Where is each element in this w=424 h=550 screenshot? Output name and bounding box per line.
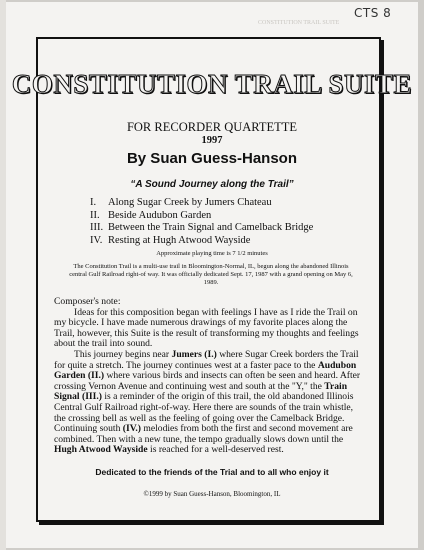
composer-notes (54, 297, 364, 456)
dedication: Dedicated to the friends of the Trial and to all who enjoy it (95, 467, 329, 477)
movement-list (90, 197, 313, 247)
trail-intro: The Constitution Trail is a multi-use trail in Bloomington-Normal, IL, begun along the abandoned Illinois central Gulf Railroad right-of way. It was officially dedicated Sept. 17, 1987 with a grand opening on May 6, 1989. (69, 263, 353, 286)
text-run: is a reminder of the origin of this trail, the old abandoned Illinois Central Gulf Railroad right-of-way. Here there are sounds of the train whistle, the crossing bell as well as the feeling of going over the Camelback Bridge. Continuing south (54, 391, 354, 435)
subtitle-instrumentation: FOR RECORDER QUARTETTE (126, 120, 298, 134)
list-item (90, 210, 313, 223)
movement-title: Resting at Hugh Atwood Wayside (108, 234, 251, 246)
movement-number: I. (90, 197, 97, 208)
place-jumers: Jumers (I.) (171, 348, 217, 360)
copyright: ©1999 by Suan Guess-Hanson, Bloomington, IL (143, 490, 281, 498)
text-run: This journey begins near (74, 348, 172, 360)
tagline: “A Sound Journey along the Trail” (130, 179, 294, 190)
list-item (90, 222, 313, 235)
movement-title: Beside Audubon Garden (108, 209, 212, 221)
movement-four-ref: (IV.) (122, 423, 141, 435)
playing-time: Approximate playing time is 7 1/2 minutes (156, 250, 268, 257)
place-train-signal: Train Signal (III.) (54, 380, 348, 403)
list-item (90, 197, 313, 210)
place-hugh-atwood-wayside: Hugh Atwood Wayside (54, 444, 148, 456)
notes-paragraph-2 (54, 350, 364, 456)
margin-note: CTS 8 (354, 6, 392, 20)
subtitle (0, 121, 424, 147)
movement-number: IV. (90, 234, 103, 246)
movement-number: II. (90, 209, 100, 221)
notes-paragraph-1: Ideas for this composition began with feelings I have as I ride the Trail on my bicycle. I have made numerous drawings of my favorite places along the Trail, however, this Suite is the result of transforming my thoughts and feelings about the trail into sound. (54, 306, 359, 350)
suite-title: CONSTITUTION TRAIL SUITE (11, 69, 413, 99)
list-item (90, 235, 313, 248)
movement-title: Between the Train Signal and Camelback Bridge (108, 222, 314, 233)
author-line: By Suan Guess-Hanson (126, 150, 298, 167)
notes-heading: Composer's note: (54, 296, 121, 307)
text-run: melodies from both the first and second movement are combined. Then with a new tune, the tempo gradually slows down until the (54, 423, 353, 445)
place-audubon-garden: Audubon Garden (II.) (54, 359, 357, 382)
text-run: is reached for a well-deserved rest. (147, 444, 284, 456)
text-run: where Sugar Creek borders the Trail for quite a stretch. The journey continues west at a faster pace to the (54, 348, 359, 371)
movement-title: Along Sugar Creek by Jumers Chateau (108, 197, 272, 208)
text-run: where various birds and insects can often be seen and heard. After crossing Vernon Avenue and continuing west and south at the "Y," the (54, 370, 361, 392)
movement-number: III. (90, 222, 104, 233)
bleed-through-text: CONSTITUTION TRAIL SUITE (258, 20, 340, 26)
subtitle-year: 1997 (201, 135, 223, 146)
